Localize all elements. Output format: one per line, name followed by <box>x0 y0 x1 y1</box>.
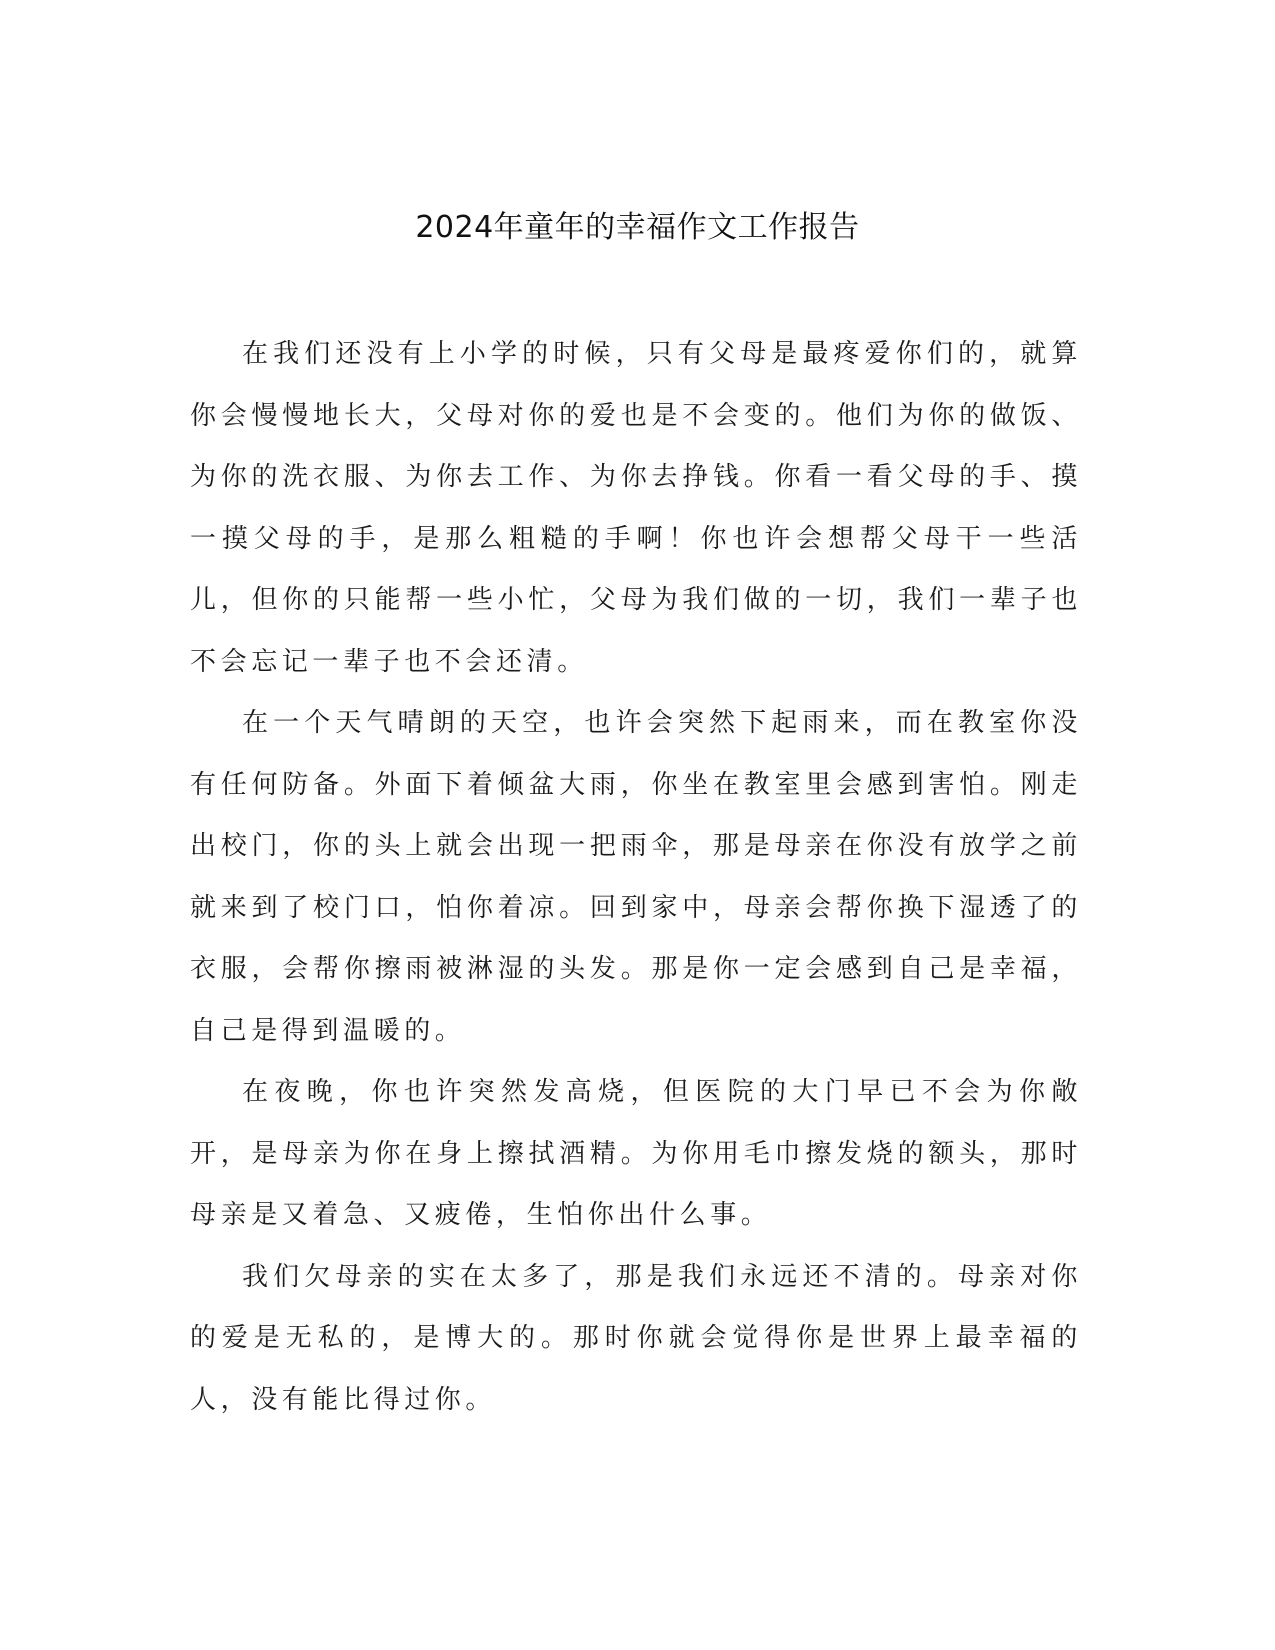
document-title: 2024年童年的幸福作文工作报告 <box>415 210 860 245</box>
paragraph-3: 在夜晚，你也许突然发高烧，但医院的大门早已不会为你敞开，是母亲为你在身上擦拭酒精。为你用毛巾擦发烧的额头，那时母亲是又着急、又疲倦，生怕你出什么事。 <box>190 1077 1082 1230</box>
document-body <box>190 324 1082 1431</box>
paragraph-1: 在我们还没有上小学的时候，只有父母是最疼爱你们的，就算你会慢慢地长大，父母对你的爱也是不会变的。他们为你的做饭、为你的洗衣服、为你去工作、为你去挣钱。你看一看父母的手、摸一摸父母的手，是那么粗糙的手啊！你也许会想帮父母干一些活儿，但你的只能帮一些小忙，父母为我们做的一切，我们一辈子也不会忘记一辈子也不会还清。 <box>190 339 1082 677</box>
paragraph-2: 在一个天气晴朗的天空，也许会突然下起雨来，而在教室你没有任何防备。外面下着倾盆大雨，你坐在教室里会感到害怕。刚走出校门，你的头上就会出现一把雨伞，那是母亲在你没有放学之前就来到了校门口，怕你着凉。回到家中，母亲会帮你换下湿透了的衣服，会帮你擦雨被淋湿的头发。那是你一定会感到自己是幸福，自己是得到温暖的。 <box>190 708 1082 1046</box>
paragraph-4: 我们欠母亲的实在太多了，那是我们永远还不清的。母亲对你的爱是无私的，是博大的。那时你就会觉得你是世界上最幸福的人，没有能比得过你。 <box>190 1261 1082 1415</box>
